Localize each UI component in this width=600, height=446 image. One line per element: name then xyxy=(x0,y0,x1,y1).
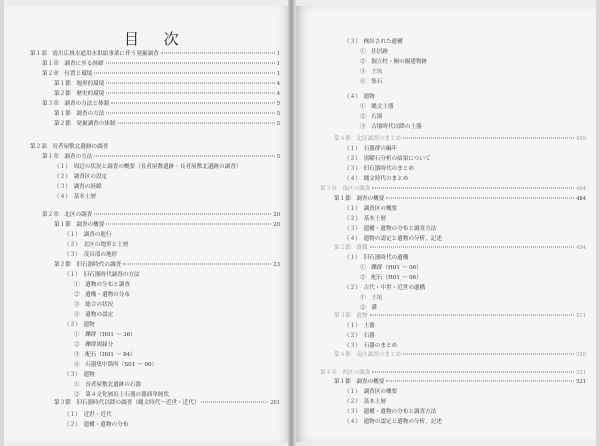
toc-leader-dots xyxy=(386,198,574,199)
toc-entry xyxy=(344,255,436,262)
toc-entry-label: 第４節 北区調査のまとめ xyxy=(334,136,402,142)
toc-entry-label: （３） 茂呂部の地形 xyxy=(64,252,118,258)
toc-entry-label: ② 配石（H01 ～ 06） xyxy=(360,275,422,281)
toc-entry-label: （２） 調査区の設定 xyxy=(54,174,108,180)
toc-entry xyxy=(74,352,136,359)
toc-entry xyxy=(334,313,586,320)
toc-leader-dots xyxy=(106,224,271,225)
toc-entry xyxy=(344,94,436,101)
toc-entry-page: 521 xyxy=(576,379,586,385)
toc-left-column xyxy=(4,6,290,442)
toc-entry-label: 第２節 遺構 xyxy=(334,245,368,251)
toc-leader-dots xyxy=(123,264,271,265)
toc-entry xyxy=(42,212,280,219)
toc-entry-label: （１） 旧石器時代調査の方法 xyxy=(64,272,140,278)
toc-entry-label: ① 土坑 xyxy=(360,295,383,301)
toc-entry xyxy=(64,232,130,239)
toc-entry xyxy=(344,409,436,416)
toc-entry-label: （４） 遺物の認定と遺物の分析，記述 xyxy=(344,419,442,425)
toc-entry xyxy=(54,111,280,118)
toc-leader-dots xyxy=(106,63,275,64)
toc-leader-dots xyxy=(94,214,271,215)
toc-entry xyxy=(334,352,586,359)
toc-entry-label: ③ 総合の状況 xyxy=(74,302,114,308)
toc-entry-label: ③ 土坑 xyxy=(360,69,383,75)
toc-entry-label: ④ 集石 xyxy=(360,79,383,85)
toc-leader-dots xyxy=(403,354,574,355)
toc-entry-label: （４） 縄文時代のまとめ xyxy=(344,176,409,182)
toc-entry-label: （１） 近世・近代 xyxy=(64,412,112,418)
toc-entry xyxy=(360,305,436,312)
toc-entry xyxy=(360,275,436,282)
toc-entry xyxy=(74,292,130,299)
toc-entry-page: 511 xyxy=(576,313,586,319)
toc-leader-dots xyxy=(94,156,274,157)
toc-entry-page: 5 xyxy=(276,101,280,107)
toc-entry xyxy=(42,71,280,78)
toc-entry xyxy=(344,156,436,163)
toc-leader-dots xyxy=(106,93,274,94)
toc-entry xyxy=(74,312,130,319)
toc-entry-page: 20 xyxy=(273,212,280,218)
toc-leader-dots xyxy=(106,113,274,114)
toc-entry-label: ③ 配石（H01 ～ 84） xyxy=(74,352,136,358)
toc-entry xyxy=(360,59,436,66)
toc-entry xyxy=(344,166,436,173)
toc-entry-label: 第２部 長者屋敷北遺跡の調査 xyxy=(30,144,109,150)
toc-entry-label: （３） 検出された遺構 xyxy=(344,39,403,45)
book-gutter xyxy=(288,0,296,446)
toc-entry-label: 第１章 調査に至る経緯 xyxy=(42,61,104,67)
toc-entry-label: （１） 旧石器時代の遺構 xyxy=(344,255,409,261)
toc-entry-label: ③ 古墳時代以降の土器 xyxy=(360,124,422,130)
toc-entry-label: 第３章 南区の調査 xyxy=(320,186,371,192)
toc-entry-label: ① 礫群（H01 ～ 06） xyxy=(360,265,422,271)
toc-entry-label: 第１節 調査の概要 xyxy=(334,379,385,385)
toc-entry xyxy=(64,272,140,279)
toc-entry-label: ① 遺物の分布と調査 xyxy=(74,282,130,288)
toc-entry xyxy=(74,392,170,399)
toc-entry xyxy=(42,61,280,68)
toc-entry-page: 1 xyxy=(276,51,280,57)
toc-leader-dots xyxy=(403,138,574,139)
toc-entry-page: 484 xyxy=(576,196,586,202)
toc-entry xyxy=(54,222,280,229)
toc-entry xyxy=(344,333,436,340)
toc-entry xyxy=(54,184,130,191)
toc-entry xyxy=(64,412,130,419)
toc-entry-label: 第２節 発掘調査の体制 xyxy=(54,121,116,127)
toc-entry xyxy=(54,81,280,88)
toc-entry-label: 第１節 調査の概要 xyxy=(334,196,385,202)
toc-entry-label: ② 礫群図録分 xyxy=(74,342,114,348)
toc-entry xyxy=(344,419,442,426)
toc-entry xyxy=(344,285,436,292)
left-page xyxy=(4,6,290,442)
toc-entry-label: （３） 石器のまとめ xyxy=(344,343,398,349)
toc-entry-label: ④ 遺物の認定 xyxy=(74,312,114,318)
toc-leader-dots xyxy=(370,315,575,316)
toc-entry xyxy=(360,114,436,121)
toc-entry-label: （４） 基本土層 xyxy=(54,194,96,200)
toc-entry xyxy=(42,154,280,161)
toc-right-column xyxy=(294,6,596,442)
toc-leader-dots xyxy=(201,402,268,403)
toc-entry-page: 20 xyxy=(273,222,280,228)
right-edge xyxy=(596,0,600,446)
toc-entry-label: （２） 基本土層 xyxy=(344,399,386,405)
toc-entry-label: （２） 黒曜石分析の結果について xyxy=(344,156,431,162)
toc-leader-dots xyxy=(370,247,575,248)
toc-entry-label: （３） 遺構・遺物の分布と調査方法 xyxy=(344,226,437,232)
toc-entry xyxy=(74,332,136,339)
toc-entry-label: （２） 遺構・遺物の分布 xyxy=(64,422,129,428)
toc-entry xyxy=(74,342,130,349)
toc-entry-page: 1 xyxy=(276,71,280,77)
toc-entry xyxy=(334,379,586,386)
toc-entry-label: （４） 遺物 xyxy=(344,94,375,100)
toc-entry-label: ② 遺構・遺物の分布 xyxy=(74,292,130,298)
toc-entry-page: 1 xyxy=(276,61,280,67)
toc-entry xyxy=(64,422,130,429)
toc-leader-dots xyxy=(372,188,574,189)
toc-entry xyxy=(360,69,436,76)
toc-entry-page: 5 xyxy=(276,121,280,127)
toc-entry-label: （１） 調査の進行 xyxy=(64,232,112,238)
toc-entry-page: 4 xyxy=(276,91,280,97)
toc-entry xyxy=(344,216,436,223)
toc-entry-label: （２） 遺物 xyxy=(64,322,95,328)
toc-entry-label: 第４章 西区の調査 xyxy=(320,370,371,376)
toc-entry-label: （４） 遺物の認定と遺物の分析，記述 xyxy=(344,236,442,242)
toc-entry xyxy=(344,226,436,233)
right-page xyxy=(294,6,596,442)
toc-entry xyxy=(54,400,280,407)
toc-entry-label: 第１部 霞川広域水道用水供給事業に伴う発掘調査 xyxy=(30,51,159,57)
toc-entry xyxy=(54,121,280,128)
toc-entry xyxy=(360,295,436,302)
toc-entry xyxy=(320,186,586,193)
toc-entry-label: ② 石器 xyxy=(360,114,383,120)
toc-entry xyxy=(74,282,130,289)
toc-entry-label: 第１章 調査の方法 xyxy=(42,154,93,160)
toc-entry-label: 第２章 北区の調査 xyxy=(42,212,93,218)
toc-entry-page: 5 xyxy=(276,111,280,117)
toc-entry xyxy=(54,262,280,269)
toc-entry xyxy=(320,370,586,377)
toc-entry xyxy=(74,382,142,389)
toc-entry-label: （１） 土器 xyxy=(344,323,375,329)
toc-entry-label: ① 礫群（H01 ～ 36） xyxy=(74,332,136,338)
toc-entry-label: ② 掘立柱・桐の掘建物跡 xyxy=(360,59,428,65)
toc-entry-page: 4 xyxy=(276,81,280,87)
toc-entry xyxy=(334,136,586,143)
toc-entry-label: ② 第４文化層出土石器の器面単純状 xyxy=(74,392,170,398)
toc-entry-label: （２） 石器 xyxy=(344,333,375,339)
toc-entry-label: （２） 基本土層 xyxy=(344,216,386,222)
toc-entry-label: ① 住居跡 xyxy=(360,49,388,55)
toc-entry-label: （３） 調査の経緯 xyxy=(54,184,102,190)
toc-entry xyxy=(74,302,130,309)
toc-entry-label: 第１節 地形的環境 xyxy=(54,81,105,87)
toc-entry xyxy=(360,124,436,131)
toc-entry-label: （１） 石器群の編年 xyxy=(344,146,398,152)
toc-entry-page: 459 xyxy=(576,136,586,142)
toc-entry-label: （３） 旧石器時代のまとめ xyxy=(344,166,414,172)
toc-entry xyxy=(54,174,130,181)
toc-entry-label: 第４節 南区調査のまとめ xyxy=(334,352,402,358)
toc-leader-dots xyxy=(386,381,574,382)
toc-entry xyxy=(30,51,280,58)
toc-entry xyxy=(54,91,280,98)
toc-entry-label: （１） 調査区の概要 xyxy=(344,389,398,395)
toc-leader-dots xyxy=(372,372,574,373)
toc-leader-dots xyxy=(94,73,274,74)
toc-entry xyxy=(64,252,130,259)
toc-entry xyxy=(54,164,280,171)
toc-entry-label: 第２節 歴史的環境 xyxy=(54,91,105,97)
toc-entry-label: ④ 石器集中箇所（S01 ～ 06） xyxy=(74,362,158,368)
toc-entry-label: （３） 遺物 xyxy=(64,372,95,378)
toc-entry-label: ② 溝 xyxy=(360,305,377,311)
toc-entry xyxy=(344,146,436,153)
toc-entry xyxy=(360,104,436,111)
toc-entry-label: 第１節 調査の概要 xyxy=(54,222,105,228)
toc-entry xyxy=(334,245,586,252)
toc-entry xyxy=(30,144,130,151)
toc-entry-label: 第２節 旧石器時代の調査 xyxy=(54,262,122,268)
toc-entry-label: （１） 調査区の概要 xyxy=(344,206,398,212)
toc-entry-page: 520 xyxy=(576,352,586,358)
toc-entry xyxy=(344,343,436,350)
toc-entry-page: 23 xyxy=(273,262,280,268)
toc-entry xyxy=(64,322,130,329)
toc-entry xyxy=(344,236,442,243)
toc-leader-dots xyxy=(118,123,275,124)
toc-entry-label: 第３章 調査の方法と体制 xyxy=(42,101,110,107)
toc-entry-page: 201 xyxy=(270,400,280,406)
toc-entry xyxy=(64,372,130,379)
toc-entry xyxy=(344,399,436,406)
toc-entry-label: （２） 北区の地形と土層 xyxy=(64,242,129,248)
toc-entry-label: （３） 遺構・遺物の分布と調査方法 xyxy=(344,409,437,415)
toc-entry xyxy=(344,206,436,213)
toc-entry xyxy=(360,265,436,272)
toc-leader-dots xyxy=(111,103,275,104)
toc-entry xyxy=(344,176,436,183)
toc-leader-dots xyxy=(106,83,274,84)
toc-entry xyxy=(42,101,280,108)
toc-entry xyxy=(334,196,586,203)
toc-entry-label: （２） 古代・中世・近世の遺構 xyxy=(344,285,426,291)
toc-entry-label: 第３節 遺物 xyxy=(334,313,368,319)
toc-entry-label: 第３節 旧石器時代以降の調査（縄文時代〜近世・近代） xyxy=(54,400,200,406)
toc-entry xyxy=(64,242,130,249)
toc-entry xyxy=(54,194,130,201)
toc-entry-page: 5 xyxy=(276,154,280,160)
toc-entry xyxy=(360,79,436,86)
toc-entry xyxy=(344,39,436,46)
toc-entry xyxy=(74,362,170,369)
toc-entry-label: 第２章 位置と環境 xyxy=(42,71,93,77)
toc-entry xyxy=(344,389,436,396)
toc-entry xyxy=(360,49,436,56)
toc-entry xyxy=(344,323,436,330)
page-title: 目 次 xyxy=(124,30,189,48)
toc-leader-dots xyxy=(161,53,275,54)
toc-entry-page: 521 xyxy=(576,370,586,376)
toc-entry-label: ① 長者屋敷北遺跡の石器 xyxy=(74,382,142,388)
toc-entry-page: 484 xyxy=(576,186,586,192)
toc-entry-label: （１） 周辺の状況と調査の概要（長者屋敷遺跡・長者屋敷北遺跡の調査） xyxy=(54,164,242,170)
toc-entry-page: 494 xyxy=(576,245,586,251)
toc-entry-label: 第１節 調査の方法 xyxy=(54,111,105,117)
toc-entry-label: ① 縄文土器 xyxy=(360,104,394,110)
